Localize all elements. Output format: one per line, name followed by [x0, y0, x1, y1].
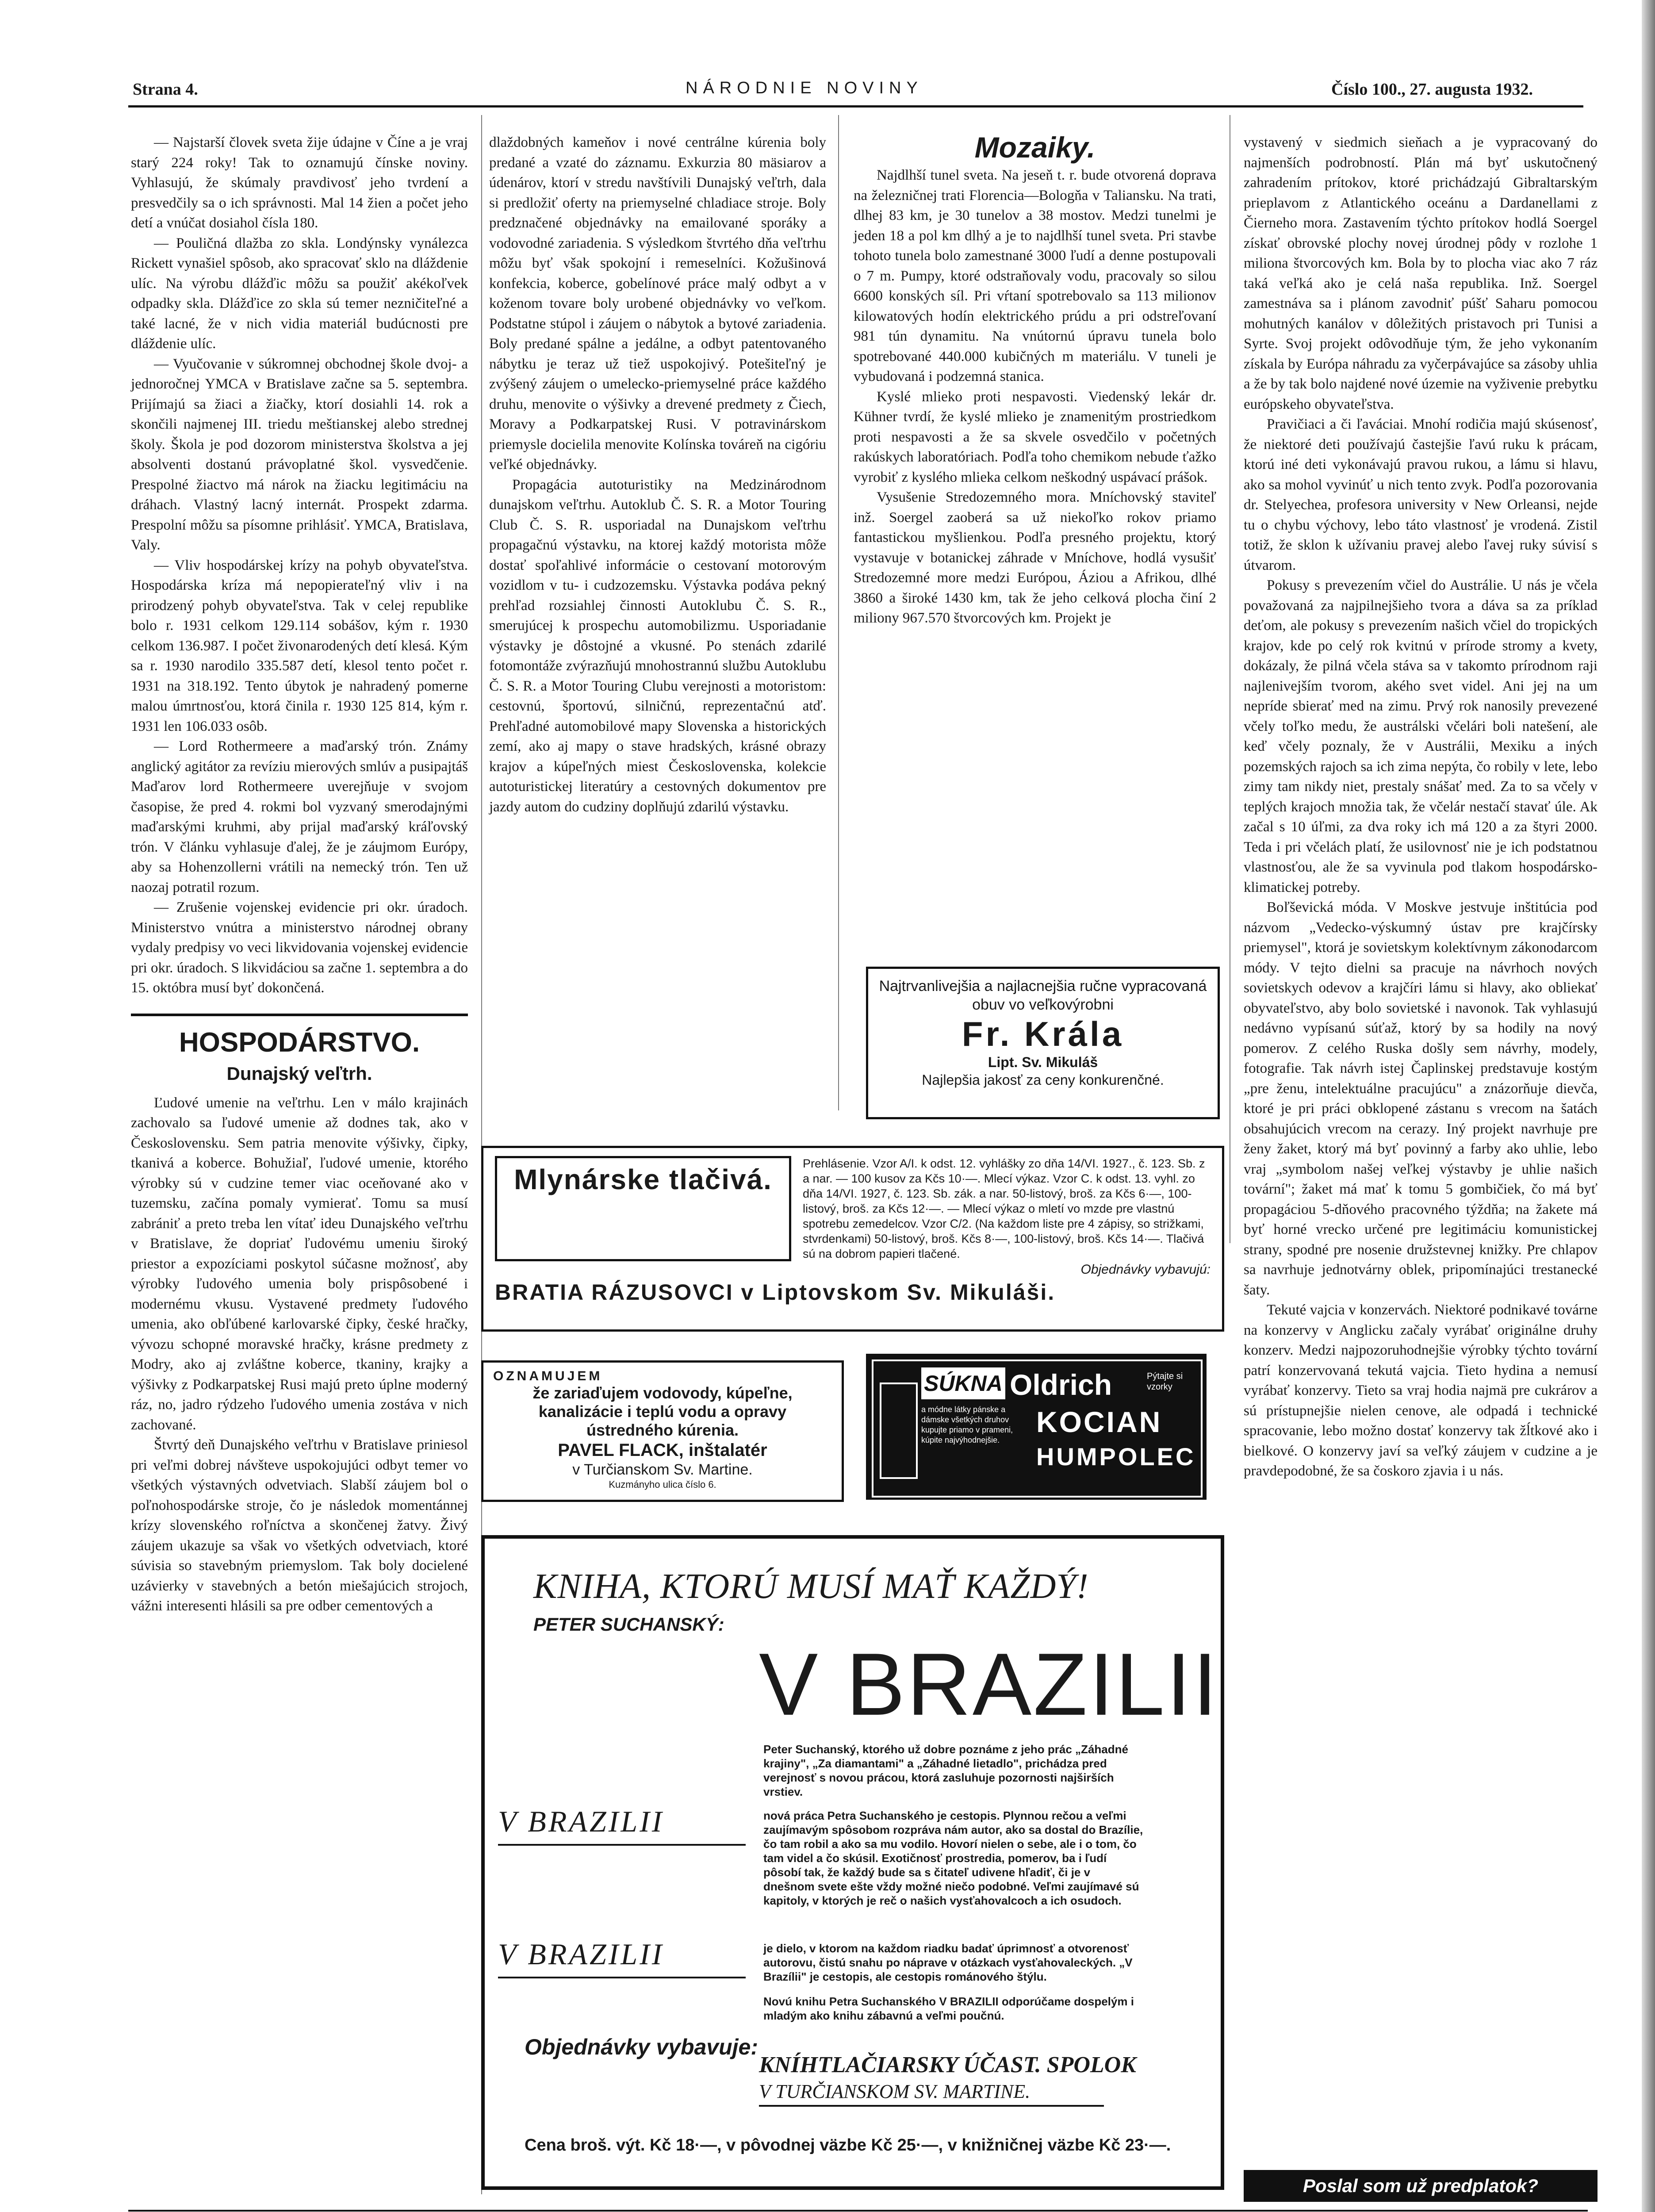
underline [759, 2105, 1104, 2107]
section-heading: Mozaiky. [974, 131, 1096, 164]
article: Tekuté vajcia v konzervách. Niektoré podnikavé továrne na konzervy v Anglicku začaly vyrábať originálne druhy konzerv. Medzi najpozoruhodnejšie výrobky týchto tovární patrí konzervovaná tekutá vajcia. Tieto hydina a nemusí vyrábať konzervy. Tieto sa vraj hodia najmä pre cukrárov a sú prístupnejšie nielen cenove, ale odpadá i technické spracovanie, lebo možno dostať konzervy tak žĺtkové ako i bielkové. O konzervy javí sa veľký záujem v cudzine a je pravdepodobné, že sa čoskoro zjavia i u nás. [1244, 1302, 1598, 1479]
article: dlaždobných kameňov i nové centrálne kúrenia boly predané a vzaté do záznamu. Exkurzia 80 mäsiarov a údenárov, ktorí v stredu navštívili Dunajský veľtrh, dala si predložiť oferty na priemyselné chladiace stroje. Boly predznačené objednávky na emailované sporáky a vodovodné zariadenia. S výsledkom štvrtého dňa veľtrhu môžu byť však spokojní i remeselníci. Kožušinová konfekcia, koberce, gobelínové práce malý odbyt a v koženom tovare boly urobené objednávky vo veľkom. Podstatne stúpol i záujem o nábytok a bytové zariadenia. Boly predané spálne a jedálne, a odbyt patentovaného nábytku je teraz už tiež uspokojivý. Potešiteľný je zvýšený záujem o umelecko-priemyselné práce každého druhu, menovite o výšivky a drevené predmety z Čiech, Moravy a Podkarpatskej Rusi. V potravinárskom priemysle docielila menovite Kolínska továreň na cigóriu veľké objednávky. [489, 134, 826, 472]
ad-text: Novú knihu Petra Suchanského V BRAZILII odporúčame dospelým i mladým ako knihu zábavnú a veľmi poučnú. [763, 1995, 1134, 2022]
ad-brand: KOCIAN [1036, 1406, 1162, 1438]
ad-text: Peter Suchanský, ktorého už dobre poznáme z jeho prác „Záhadné krajiny", „Za diamantami" a „Záhadné lietadlo", prichádza pred verejnosť s novou prácou, ktorá zasluhuje pozornosti najširších vrstiev. [763, 1743, 1128, 1798]
ad-title: Mlynárske tlačivá. [495, 1156, 791, 1261]
subheading: Dunajský veľtrh. [226, 1063, 372, 1084]
ad-text: Najtrvanlivejšia a najlacnejšia ručne vypracovaná obuv vo veľkovýrobni [879, 978, 1207, 1013]
article: — Vyučovanie v súkromnej obchodnej škole dvoj- a jednoročnej YMCA v Bratislave začne sa 5. septembra. Prijímajú sa žiaci a žiačky, ktorí dosiahli 14. rok a skončili najmenej III. triedu meštianskej alebo strednej školy. Škola je pod dozorom ministerstva školstva a jej absolventi dostanú právoplatné škol. vysvedčenie. Prespolné žiactvo má nárok na žiacku legitimáciu na dráhach. Vlastný lacný internát. Prospekt zdarma. Prespolní môžu sa písomne prihlásiť. YMCA, Bratislava, Valy. [131, 356, 468, 553]
ad-publisher-town: V TURČIANSKOM SV. MARTINE. [759, 2081, 1031, 2102]
ad-side-note: Pýtajte si vzorky [1147, 1371, 1183, 1392]
article: — Najstarší človek sveta žije údajne v Číne a je vraj starý 224 roky! Tak to oznamujú čínske noviny. Vyhlasujú, že skúmaly pravdivosť jeho tvrdení a presvedčily sa o ich správnosti. Mal 14 žien a počet jeho detí a vnúčat dosiahol čísla 180. [131, 134, 468, 231]
page-edge [1642, 0, 1655, 2212]
header-rule [128, 105, 1583, 108]
ad-street: Kuzmányho ulica číslo 6. [609, 1479, 716, 1490]
article: Kyslé mlieko proti nespavosti. Viedenský lekár dr. Kühner tvrdí, že kyslé mlieko je znamenitým prostriedkom proti nespavosti a že sa skvele osvedčilo v početných rakúskych laboratóriach. Podľa toho chemikom nebude ťažko vyrobiť z kyslého mlieka celkom neškodný uspávací prášok. [854, 388, 1216, 485]
column-3 [854, 129, 1216, 629]
subscription-reminder: Poslal som už predplatok? [1244, 2170, 1598, 2202]
footer-rule [128, 2210, 1588, 2212]
article: Propagácia autoturistiky na Medzinárodnom dunajskom veľtrhu. Autoklub Č. S. R. a Motor Touring Club Č. S. R. usporiadal na Dunajskom veľtrhu propagačnú výstavku, na ktorej každý motorista môže dostať spoľahlivé informácie o cestovaní motorovým vozidlom v tu- i cudzozemsku. Výstavka podáva pekný prehľad rozsiahlej činnosti Autoklubu Č. S. R., smerujúcej k prospechu automobilizmu. Usporiadanie výstavky je dôstojné a vkusné. Po stenách zdarilé fotomontáže zvýrazňujú mnohostrannú službu Autoklubu Č. S. R. a Motor Touring Clubu verejnosti a motoristom: cestovnú, športovú, silničnú, reprezentačnú atď. Prehľadné automobilové mapy Slovenska a historických zemí, ako aj mapy o stave hradských, krásné obrazy krajov a kúpeľných miest Československa, kolekcie autoturistickej literatúry a cestovných dokumentov pre jazdy autom do cudziny doplňujú zdarilú výstavku. [489, 476, 826, 815]
section-rule [131, 1014, 468, 1016]
ad-book-title: V BRAZILII [759, 1635, 1219, 1734]
ad-town: HUMPOLEC [1036, 1443, 1196, 1471]
ad-publisher: KNÍHTLAČIARSKY ÚČAST. SPOLOK [759, 2052, 1136, 2078]
ad-kocian-cloth [866, 1354, 1207, 1500]
ad-town: v Turčianskom Sv. Martine. [572, 1461, 753, 1478]
decorative-border-icon [880, 1382, 918, 1479]
article: Pokusy s prevezením včiel do Austrálie. U nás je včela považovaná za najpilnejšieho tvora a dáva sa za príklad deťom, ale pokusy s prevezením našich včiel do tropických krajov, kde po celý rok kvitnú v prírode stromy a kvety, dokázaly, že pilná včela stáva sa v takomto prírodnom raji najlenivejším tvorom, akého svet videl. Ani jej na um nepríde sbierať med na zimu. Prvý rok nanosily prevezené včely toľko medu, že austrálski včelári boli natešení, ale keď včely poznaly, že v Austrálii, Mexiku a iných pozemských rajoch sa ich zima nepýta, čo robily v lete, lebo zimy tam nikdy niet, prestaly snášať med. Za to sa včely v teplých krajoch množia tak, že včelár nestačí stavať úle. Ak začal s 10 úľmi, za dva roky ich má 120 a za štyri 2000. Teda i pri včelách platí, že usilovnosť nie je ich podstatnou vlastnosťou, ale že sa vyvinula pod tlakom hospodársko-klimatickej potreby. [1244, 577, 1598, 895]
ad-name: PAVEL FLACK, inštalatér [558, 1440, 767, 1460]
column-divider [838, 115, 839, 1110]
ad-text: že zariaďujem vodovody, kúpeľne, kanalizácie i teplú vodu a opravy ústredného kúrenia. [533, 1384, 793, 1439]
column-4 [1244, 133, 1598, 1482]
ad-lead: OZNAMUJEM [493, 1369, 603, 1383]
article: Najdlhší tunel sveta. Na jeseň t. r. bude otvorená doprava na železničnej trati Florencia—Bologňa v Taliansku. Na trati, dlhej 83 km, je 30 tunelov a 38 mostov. Medzi tunelmi je jeden 18 a pol km dlhý a je to najdlhší tunel sveta. Pri stavbe tohoto tunela bolo zamestnané 3000 ľudí a denne postupovali o 7 m. Pumpy, ktoré odstraňovaly vodu, pracovaly so silou 6600 konských síl. Pri vŕtaní spotrebovalo sa 113 milionov kilowatových hodín elektrického prúdu a pri odstreľovaní 981 tún dynamitu. Na vnútornú úpravu tunela bolo spotrebované 440.000 kubičných m materiálu. V tuneli je vybudovaná i podzemná stanica. [854, 167, 1216, 384]
ad-side-title: V BRAZILII [498, 1805, 664, 1838]
article: — Zrušenie vojenskej evidencie pri okr. úradoch. Ministerstvo vnútra a ministerstvo národnej obrany vydaly predpisy vo veci likvidovania vojenskej evidencie pri okr. úradoch. S likvidáciou sa začne 1. septembra a do 15. októbra musí byť dokončená. [131, 899, 468, 996]
underline [498, 1844, 746, 1846]
column-2 [489, 133, 826, 817]
ad-author: PETER SUCHANSKÝ: [533, 1614, 724, 1635]
ad-book-v-brazilii [481, 1535, 1224, 2190]
ad-headline: KNIHA, KTORÚ MUSÍ MAŤ KAŽDÝ! [533, 1567, 1089, 1606]
ad-place: Lipt. Sv. Mikuláš [988, 1054, 1098, 1070]
ad-sukna: SÚKNA [921, 1367, 1005, 1399]
article: Ľudové umenie na veľtrhu. Len v málo krajinách zachovalo sa ľudové umenie až dodnes tak, ako v Československu. Sem patria menovite výšivky, čipky, tkanivá a koberce. Bohužiaľ, ľudové umenie, ktorého výrobky sú v cudzine temer viac oceňované ako v tuzemsku, začína pomaly vymierať. Tomu sa musí zabrániť a preto treba len vítať ideu Dunajského veľtrhu v Bratislave, že dopriať ľudovému umeniu široký priestor a expozíciami poskytol súčasne možnosť, aby výrobky ľudového umenia boly prispôsobené i modernému vkusu. Vystavené predmety ľudového umenia, ako obľúbené karlovarské čipky, české hračky, vývozu schopné moravské hračky, krásne predmety z Modry, ako aj zvláštne koberce, tkaniny, krajky a výšivky z Podkarpatskej Rusi majú preto úplne moderný ráz, no, jadro rýdzeho ľudového umenia zostáva v nich zachované. [131, 1094, 468, 1433]
ad-tagline: Najlepšia jakosť za ceny konkurenčné. [922, 1072, 1164, 1088]
ad-order-label: Objednávky vybavujú: [1080, 1262, 1211, 1277]
ad-text: nová práca Petra Suchanského je cestopis. Plynnou rečou a veľmi zaujímavým spôsobom rozpráva nám autor, ako sa dostal do Brazílie, čo tam robil a ako sa mu vodilo. Hovorí nielen o sebe, ale i o tom, čo tam videl a čo skúsil. Exotičnosť prostredia, pomerov, ba i ľudí pôsobí tak, že každý bude sa s čitateľ udivene hľadiť, či je v dnešnom svete ešte vždy možné niečo podobné. Veľmi zaujímavé sú kapitoly, v ktorých je reč o našich vysťahovalcoch a ich osudoch. [763, 1809, 1143, 1907]
ad-mill-forms [481, 1146, 1224, 1332]
newspaper-title: NÁRODNIE NOVINY [686, 79, 923, 97]
ad-price: Cena broš. výt. Kč 18·—, v pôvodnej väzbe Kč 25·—, v knižničnej väzbe Kč 23·—. [525, 2136, 1171, 2154]
article: — Lord Rothermeere a maďarský trón. Známy anglický agitátor za revíziu mierových smlúv a pusipajtáš Maďarov lord Rothermeere uverejňuje v svojom časopise, že pred 4. rokmi bol vyzvaný smerodajnými maďarskými kruhmi, aby prijal maďarský kráľovský trón. V článku vyhlasuje ďalej, že je záujmom Európy, aby sa Hohenzollerni vrátili na nemecký trón. Ten už naozaj potratil rozum. [131, 738, 468, 895]
article: — Pouličná dlažba zo skla. Londýnsky vynálezca Rickett vynašiel spôsob, ako spracovať sklo na dláždenie ulíc. Na výrobu dlážďic môžu sa použiť akékoľvek odpadky skla. Dlážďice zo skla sú temer nezničiteľné a také lacné, že v nich vidia materiál budúcnosti pre dláždenie ulíc. [131, 235, 468, 352]
ad-text: a módne látky pánske a dámske všetkých druhov kupujte priamo v prameni, kúpite najvýhodnejšie. [921, 1405, 1013, 1444]
article: — Vliv hospodárskej krízy na pohyb obyvateľstva. Hospodárska kríza má nepopierateľný vliv i na prirodzený pohyb obyvateľstva. Tak v celej republike bolo r. 1931 celkom 129.114 sobášov, kým r. 1930 celkom 136.987. I počet živonarodených detí klesá. Kým sa r. 1930 narodilo 335.587 detí, klesol tento počet r. 1931 na 318.192. Tento úbytok je nahradený pomerne malou úmrtnosťou, ktorá činila r. 1930 125 814, kým r. 1931 len 106.033 osôb. [131, 557, 468, 734]
ad-text: je dielo, v ktorom na každom riadku badať úprimnosť a otvorenosť autorovu, čistú snahu po náprave v otázkach vysťahovaleckých. „V Brazílii" je cestopis, ale cestopis románového štýlu. [763, 1942, 1133, 1983]
ad-text: Prehlásenie. Vzor A/I. k odst. 12. vyhlášky zo dňa 14/VI. 1927., č. 123. Sb. z a nar. — 100 kusov za Kčs 10·—. Mlecí výkaz. Vzor C. k odst. 13. vyhl. zo dňa 14/VI. 1927, č. 123. Sb. zák. a nar. 50-listový, broš. za Kčs 6·—, 100-listový, broš. za Kčs 12·—. — Mlecí výkaz o mletí vo mzde pre vlastnú spotrebu zemedelcov. Vzor C/2. (Na každom liste pre 4 zápisy, so strižkami, stvrdenkami) 50-listový, broš. Kčs 8·—, 100-listový, broš. Kčs 14·—. Tlačivá sú na dobrom papieri tlačené. [803, 1157, 1205, 1260]
ad-firm: BRATIA RÁZUSOVCI v Liptovskom Sv. Mikuláši. [495, 1280, 1056, 1305]
article: vystavený v siedmich sieňach a je vypracovaný do najmenších podrobností. Plán má byť uskutočnený zahradením prítokov, ktoré prichádzajú Gibraltarským prieplavom z Atlantického oceánu a Dardanellami z Čierneho mora. Zastavením týchto prítokov hodlá Soergel získať obrovské plochy novej úrodnej pôdy v rozlohe 1 miliona štvorcových km. Bola by to plocha viac ako 7 ráz taká veľká ako je celá naša republika. Inž. Soergel zamestnáva sa i plánom zavodniť púšť Saharu pomocou mohutných kanálov v dôležitých pristavoch pri Tunisi a Syrte. Svoj projekt odôvodňuje tým, že jeho vykonaním získala by Európa náhradu za vyčerpávajúce sa zásoby uhlia a že by tak bolo najdené nové územie na vyživenie prebytku európskeho obyvateľstva. [1244, 134, 1598, 412]
ad-flack-plumber [481, 1360, 844, 1502]
article: Boľševická móda. V Moskve jestvuje inštitúcia pod názvom „Vedecko-výskumný ústav pre krajčírsky priemysel", ktorá je sovietskym kolektívnym zákonodarcom módy. V tejto dielni sa pracuje na návrhoch nových sovietskych odevov a krajčíri lámu si hlavy, ako obliekať obyvateľstvo, aby bolo sovietské i navonok. Tak vyhlasujú nedávno vypísanú súťaž, ktorý by sa hodily na nový pomerov. Z celého Ruska došly sem návrhy, modely, fotografie. Tak návrh istej Čaplinskej predstavuje kostým „pre ženu, intelektuálne pracujúcu" a znázorňuje dievča, ktoré je pri práci obklopené zástanu s vrecom na šatách obsahujúcich vrecom na cerazy. Iný projekt navrhuje pre ženy žaket, ktorý má byť povinný a farby ako uhlie, lebo vraj „symbolom našej veľkej výstavby je uhlie našich tovární"; žaket má mať k tomu 5 gombičiek, čo má byť propagáciou 5-dňového pracovného týždňa; na žakete má byť horné vrecko určené pre legitimáciu komunistickej strany, spodné pre nosenie družstevnej knižky. Pre chlapov sa navrhuje jednotvárny oblek, pripomínajúci trestanecké šaty. [1244, 899, 1598, 1298]
issue-number: Číslo 100., 27. augusta 1932. [1331, 80, 1533, 99]
ad-side-title: V BRAZILII [498, 1937, 664, 1971]
ad-name: Oldrich [1010, 1368, 1112, 1401]
ad-krala-shoes [866, 967, 1220, 1119]
column-1 [131, 133, 468, 1617]
article: Vysušenie Stredozemného mora. Mníchovský staviteľ inž. Soergel zaoberá sa už niekoľko rokov priamo fantastickou myšlienkou. Podľa presného projektu, ktorý vystavuje v botanickej záhrade v Mníchove, hodlá vysušiť Stredozemné more medzi Európou, Áziou a Afrikou, dlhé 3860 a široké 1430 km, tak že jeho celková plocha činí 2 miliony 967.570 štvorcových km. Projekt je [854, 489, 1216, 626]
article: Pravičiaci a či ľaváciai. Mnohí rodičia majú skúsenosť, že niektoré deti používajú častejšie ľavú ruku k prácam, ktorú iné deti vykonávajú pravou rukou, a lámu si hlavu, ako sa mohol vyvinúť u nich tento zvyk. Podľa pozorovania dr. Stelyechea, profesora university v New Orleansi, nejde tu o chybu výchovy, lebo táto vlastnosť je vrodená. Zistil totiž, že sklon k užívaniu pravej alebo ľavej ruky súvisí s útvarom. [1244, 416, 1598, 573]
section-heading: HOSPODÁRSTVO. [179, 1027, 420, 1058]
underline [498, 1977, 746, 1978]
ad-order-label: Objednávky vybavuje: [525, 2035, 759, 2059]
page-number: Strana 4. [133, 80, 198, 99]
article: Štvrtý deň Dunajského veľtrhu v Bratislave priniesol pri veľmi dobrej návšteve uspokojujúci odbyt temer vo všetkých výstavných odvetviach. Slabší záujem bol o poľnohospodárske stroje, čo je následok momentánnej krízy slovenského roľníctva a skončenej žatvy. Živý záujem ukazuje sa však vo všetkých odvetviach, ktoré súvisia so stavebným priemyslom. Tak boly docielené uzávierky v stavebných a betón miešajúcich strojoch, vážni interesenti hlásili sa pre odber cementových a [131, 1437, 468, 1614]
ad-brand: Fr. Krála [962, 1014, 1124, 1053]
